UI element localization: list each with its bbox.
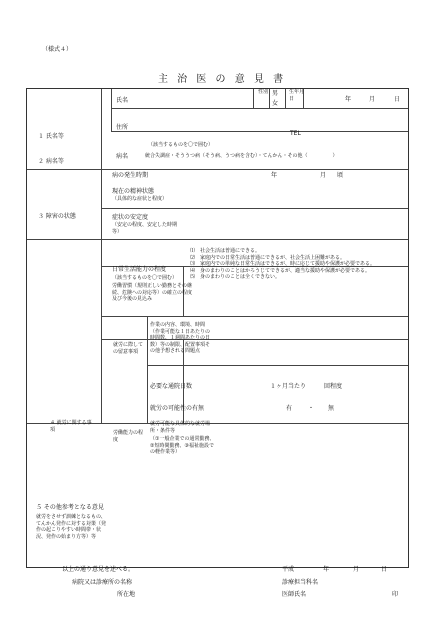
daily-item[interactable]: ⑶ 家庭内での単純な日常生活はできるが、時に応じて援助や保護が必要である。	[190, 261, 376, 267]
seal-mark: 印	[392, 591, 399, 598]
stability-sub: （安定の程度、安定した時期等）	[112, 222, 178, 235]
daily-ability-label: 日常生活能力の程度	[112, 266, 167, 273]
daily-ability-sub: （該当するものを〇で囲む）	[112, 275, 178, 281]
onset-approx: 頃	[337, 172, 344, 179]
employability-no[interactable]: 無	[328, 405, 335, 412]
address-label: 住所	[116, 124, 129, 131]
onset-label: 病の発生時期	[112, 172, 149, 179]
birth-year: 年	[345, 96, 352, 103]
form-number: （様式４）	[42, 46, 73, 53]
disease-note: （該当するものを〇で囲む）	[148, 142, 214, 148]
hospital-name-label: 病院又は診療所の名称	[72, 579, 133, 586]
section-5-label: ５ その他参考となる意見	[36, 504, 104, 511]
birth-date-label: 生年月日	[289, 89, 305, 102]
section-1-label: １ 氏名等	[38, 133, 64, 140]
doctor-name-label: 医師氏名	[282, 591, 307, 598]
section-4-label: ４ 就労に関する事項	[50, 420, 92, 433]
date-day: 日	[381, 566, 388, 573]
clinic-visits-label: 必要な通院日数	[150, 383, 193, 390]
page-title: 主 治 医 の 意 見 書	[158, 74, 287, 85]
daily-item[interactable]: ⑵ 家庭内での日常生活は普通にできるが、社会生活上困難がある。	[190, 254, 346, 261]
employability-yes[interactable]: 有	[286, 405, 293, 412]
disease-options[interactable]: 統合失調症・そううつ病（そう病、うつ病を含む）・てんかん・その他（ ）	[145, 153, 338, 159]
daily-ability-list	[190, 248, 406, 281]
disease-name-label: 病名	[116, 153, 129, 160]
stability-label: 症状の安定度	[112, 214, 149, 221]
hospital-address-label: 所在地	[117, 591, 136, 598]
form-table	[26, 88, 409, 568]
onset-year: 年	[271, 172, 278, 179]
date-era: 平成	[282, 566, 295, 573]
section-5-body: 就労をさせず訓練となるもの、てんかん発作に対する対策（発作の起こりやすい時間帯・状況、発作の始まり方等）等	[36, 514, 107, 540]
section-2-label: ２ 病名等	[38, 158, 64, 165]
birth-month: 月	[369, 96, 376, 103]
mental-state-sub: （具体的な症状と程度）	[112, 196, 168, 202]
employability-label: 就労の可能性の有無	[150, 405, 205, 412]
daily-item[interactable]: ⑸ 身のまわりのことは全くできない。	[190, 274, 281, 280]
onset-month: 月	[320, 172, 327, 179]
work-capacity-label: 労働能力の程度	[113, 430, 144, 443]
mental-state-label: 現在の精神状態	[112, 188, 155, 195]
work-conditions-sub: （①一般企業での通常勤務、②短時間勤務、③福祉施設での軽作業等）	[150, 436, 215, 455]
name-label: 氏名	[116, 97, 129, 104]
birth-day: 日	[394, 96, 401, 103]
work-content-label: 作業の内容、環境、時間（作業可能な１日あたりの時間数、１週間あたりの日数）等の制限、配置事項その他予想される問題点	[150, 322, 211, 354]
department-label: 診療担当科名	[282, 579, 319, 586]
work-environment-label: 就労に際しての留意事項	[113, 342, 144, 355]
date-month: 月	[353, 566, 360, 573]
work-habit-label: 労働習慣（規則正しい勤務とその継続、危険への対応等）の確立の程度及び今後の見込み	[112, 283, 193, 302]
clinic-visits-value[interactable]: １ヶ月当たり 回程度	[270, 383, 343, 390]
male-option[interactable]: 男	[272, 90, 279, 97]
daily-item[interactable]: ⑷ 身のまわりのことはかろうじてできるが、適当な援助や保護が必要である。	[190, 267, 371, 274]
closing-statement: 以上の通り意見を述べる。	[62, 566, 135, 573]
tel-label: TEL	[290, 130, 301, 137]
daily-item[interactable]: ⑴ 社会生活は普通にできる。	[190, 248, 261, 254]
work-conditions-label: 就労可能な具体的な就労場所・条件等	[150, 421, 211, 434]
female-option[interactable]: 女	[272, 100, 279, 107]
section-3-label: ３ 障害の状態	[38, 213, 76, 220]
employability-separator: ・	[308, 405, 315, 412]
date-year: 年	[323, 566, 330, 573]
sex-label: 性別	[258, 89, 269, 95]
